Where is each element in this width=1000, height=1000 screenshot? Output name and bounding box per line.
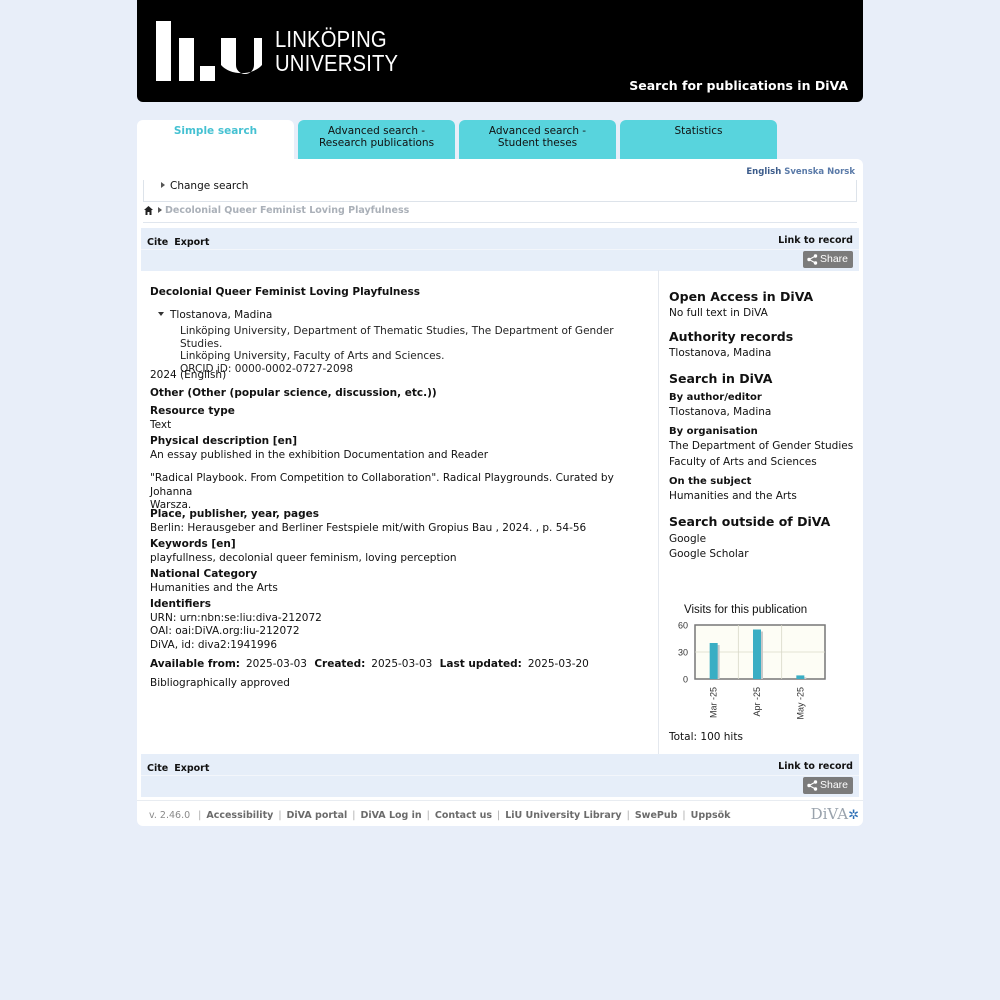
cite-button[interactable]: Cite — [147, 763, 169, 774]
year-language: 2024 (English) — [150, 369, 227, 381]
tab-statistics[interactable] — [620, 120, 777, 160]
chart-title: Visits for this publication — [684, 604, 808, 616]
author-toggle[interactable] — [158, 309, 272, 321]
link-to-record[interactable]: Link to record — [778, 235, 853, 246]
oai-value: OAI: oai:DiVA.org:liu-212072 — [150, 625, 300, 637]
caret-right-icon — [161, 182, 165, 188]
org-link-arts-sciences[interactable]: Faculty of Arts and Sciences — [669, 456, 817, 468]
place-value: Berlin: Herausgeber and Berliner Festspiele mit/with Gropius Bau , 2024. , p. 54-56 — [150, 521, 587, 534]
export-button[interactable]: Export — [174, 763, 210, 774]
breadcrumb — [143, 205, 857, 223]
identifiers-label: Identifiers — [150, 598, 211, 610]
search-tabs — [137, 120, 863, 160]
by-author-label: By author/editor — [669, 392, 762, 403]
change-search-toggle[interactable] — [151, 180, 256, 192]
version-text: v. 2.46.0 — [149, 810, 191, 821]
y-tick-label: 60 — [677, 620, 688, 631]
record-toolbar-bottom — [141, 754, 859, 797]
logo-line-1: LINKÖPING — [275, 26, 387, 52]
tab-label: Statistics — [674, 125, 723, 137]
authority-link[interactable]: Tlostanova, Madina — [669, 347, 772, 359]
page-wrapper — [137, 0, 863, 823]
liu-logo-mark-icon — [155, 20, 263, 82]
caret-down-icon — [158, 312, 164, 316]
footer-separator: | — [626, 810, 630, 821]
updated-value: 2025-03-20 — [527, 658, 589, 670]
tab-label-2: Research publications — [318, 137, 435, 149]
author-affiliations — [180, 325, 650, 375]
tab-label: Simple search — [173, 125, 258, 137]
tab-advanced-research[interactable] — [298, 120, 455, 160]
liu-logo[interactable] — [155, 20, 415, 82]
total-hits: Total: 100 hits — [669, 731, 743, 743]
tab-advanced-theses[interactable] — [459, 120, 616, 160]
content-panel — [137, 159, 863, 826]
search-in-diva-heading: Search in DiVA — [669, 371, 773, 386]
resource-type — [150, 405, 235, 432]
open-access-heading: Open Access in DiVA — [669, 289, 814, 304]
bar-mar-25 — [710, 643, 718, 679]
bar-apr-25 — [753, 630, 761, 680]
footer-link-liu-university-library[interactable]: LiU University Library — [505, 810, 622, 821]
share-button[interactable] — [803, 777, 853, 794]
physical-description-text: An essay published in the exhibition Documentation and Reader — [150, 448, 489, 461]
footer-links — [149, 810, 730, 821]
breadcrumb-current: Decolonial Queer Feminist Loving Playfulness — [165, 205, 410, 216]
tab-label: Advanced search - — [327, 125, 426, 137]
tab-simple-search[interactable] — [137, 120, 294, 160]
snowflake-icon: ✲ — [848, 808, 859, 823]
place-publisher — [150, 508, 586, 535]
footer-separator: | — [352, 810, 356, 821]
physical-description — [150, 435, 488, 462]
site-header — [137, 0, 863, 102]
x-tick-label: May -25 — [795, 687, 806, 720]
orcid-id: ORCID iD: 0000-0002-0727-2098 — [180, 362, 354, 375]
created-label: Created: — [314, 658, 366, 670]
export-button[interactable]: Export — [174, 237, 210, 248]
footer-link-diva-portal[interactable]: DiVA portal — [286, 810, 348, 821]
google-link[interactable]: Google — [669, 533, 707, 545]
diva-logo[interactable] — [811, 805, 859, 823]
footer-separator: | — [426, 810, 430, 821]
cite-button[interactable]: Cite — [147, 237, 169, 248]
share-label: Share — [820, 779, 849, 791]
x-tick-label: Apr -25 — [752, 687, 762, 717]
share-label: Share — [820, 253, 849, 265]
available-value: 2025-03-03 — [245, 658, 307, 670]
publication-type: Other (Other (popular science, discussion, etc.)) — [150, 387, 437, 399]
lang-norsk[interactable]: Norsk — [827, 167, 855, 177]
footer-link-accessibility[interactable]: Accessibility — [206, 810, 274, 821]
search-outside-heading: Search outside of DiVA — [669, 514, 831, 529]
lang-english[interactable]: English — [746, 167, 782, 177]
diva-id-value: DiVA, id: diva2:1941996 — [150, 638, 278, 651]
footer-separator: | — [497, 810, 501, 821]
author-name[interactable]: Tlostanova, Madina — [170, 309, 273, 321]
footer-separator: | — [198, 810, 202, 821]
x-tick-label: Mar -25 — [708, 687, 719, 719]
category-label: National Category — [150, 568, 258, 580]
subject-link[interactable]: Humanities and the Arts — [669, 490, 797, 502]
footer-link-upps-k[interactable]: Uppsök — [690, 810, 731, 821]
urn-value: URN: urn:nbn:se:liu:diva-212072 — [150, 611, 322, 624]
place-label: Place, publisher, year, pages — [150, 508, 320, 520]
subject-label: On the subject — [669, 476, 752, 487]
share-button[interactable] — [803, 251, 853, 268]
national-category — [150, 568, 278, 595]
record-toolbar-top — [141, 228, 859, 271]
google-scholar-link[interactable]: Google Scholar — [669, 548, 749, 560]
visits-chart — [664, 615, 834, 727]
category-value[interactable]: Humanities and the Arts — [150, 581, 278, 594]
available-label: Available from: — [150, 658, 240, 670]
record-dates — [150, 658, 593, 670]
by-org-label: By organisation — [669, 426, 758, 437]
language-switcher — [746, 167, 855, 177]
physical-description-label: Physical description [en] — [150, 435, 297, 447]
record-title: Decolonial Queer Feminist Loving Playfulness — [150, 286, 421, 298]
diva-logo-text: DiVA — [810, 805, 849, 823]
footer-link-contact-us[interactable]: Contact us — [434, 810, 492, 821]
affiliation-line: Linköping University, Department of Thematic Studies, The Department of Gender Studies. — [180, 325, 614, 350]
keywords — [150, 538, 457, 565]
change-search-label: Change search — [170, 180, 249, 192]
logo-line-2: UNIVERSITY — [275, 50, 399, 76]
resource-type-label: Resource type — [150, 405, 235, 417]
authority-heading: Authority records — [669, 329, 794, 344]
by-author-link[interactable]: Tlostanova, Madina — [669, 406, 772, 418]
home-icon[interactable] — [143, 205, 154, 216]
logo-wordmark — [275, 27, 398, 75]
site-footer — [137, 800, 863, 826]
lang-svenska[interactable]: Svenska — [784, 167, 825, 177]
header-tagline: Search for publications in DiVA — [629, 78, 848, 93]
footer-link-swepub[interactable]: SwePub — [634, 810, 678, 821]
physical-description-extra — [150, 472, 650, 513]
y-tick-label: 30 — [677, 647, 688, 658]
keywords-label: Keywords [en] — [150, 538, 236, 550]
y-tick-label: 0 — [682, 674, 688, 685]
keywords-value: playfullness, decolonial queer feminism, loving perception — [150, 551, 457, 564]
column-divider — [658, 270, 659, 754]
affiliation-line: Linköping University, Faculty of Arts and Sciences. — [180, 350, 445, 362]
footer-separator: | — [682, 810, 686, 821]
tab-label: Advanced search - — [488, 125, 587, 137]
approval-status: Bibliographically approved — [150, 677, 290, 689]
created-value: 2025-03-03 — [371, 658, 433, 670]
identifiers — [150, 598, 322, 652]
open-access-value: No full text in DiVA — [669, 307, 768, 319]
resource-type-value: Text — [150, 418, 172, 431]
physical-description-text: Warsza. — [150, 499, 192, 511]
breadcrumb-separator-icon — [158, 207, 162, 213]
bar-may-25 — [796, 675, 804, 679]
physical-description-text: "Radical Playbook. From Competition to Collaboration". Radical Playgrounds. Curated by Johanna — [150, 472, 614, 498]
footer-link-diva-log-in[interactable]: DiVA Log in — [360, 810, 422, 821]
share-icon — [807, 254, 818, 265]
org-link-gender-studies[interactable]: The Department of Gender Studies — [669, 440, 854, 452]
share-icon — [807, 780, 818, 791]
link-to-record[interactable]: Link to record — [778, 761, 853, 772]
footer-separator: | — [278, 810, 282, 821]
updated-label: Last updated: — [439, 658, 522, 670]
tab-label-2: Student theses — [497, 137, 578, 149]
